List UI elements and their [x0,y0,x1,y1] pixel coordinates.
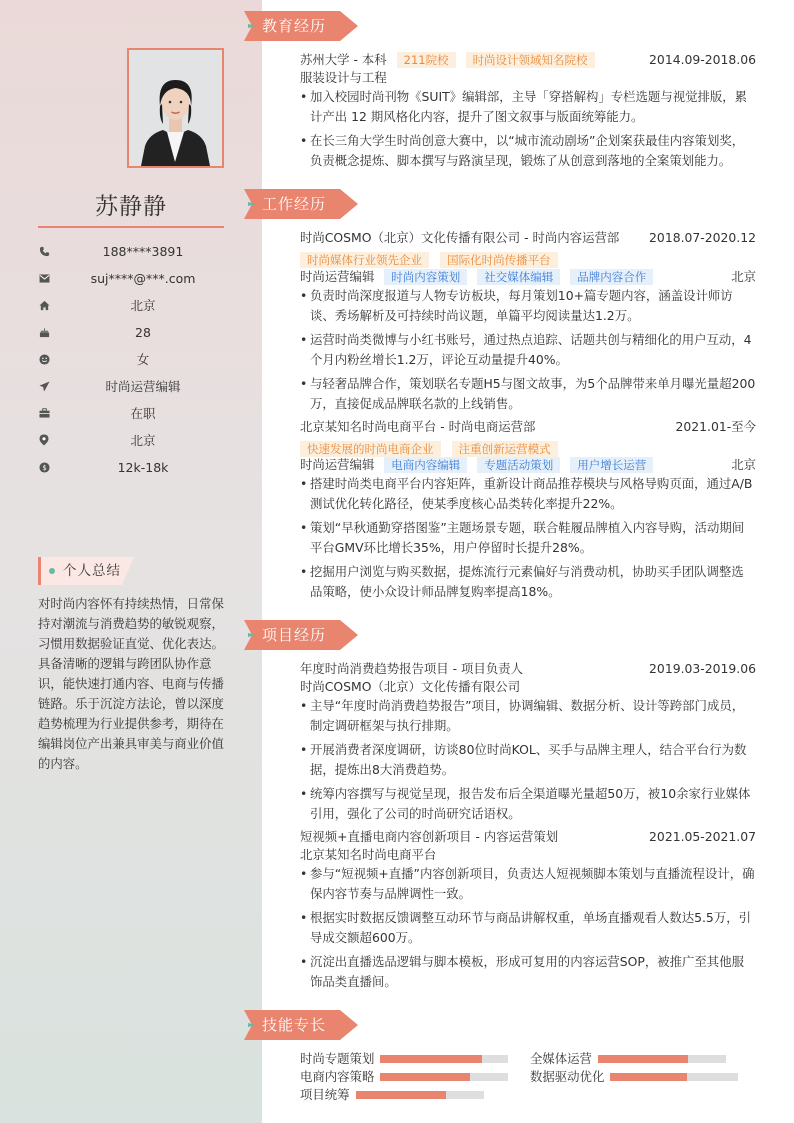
skill-bar [610,1073,738,1081]
role-tag: 社交媒体编辑 [477,269,560,285]
list-item: • 沉淀出直播选品逻辑与脚本模板，形成可复用的内容运营SOP，被推广至其他服饰品类直播间。 [300,954,744,989]
smiley-icon [38,352,50,366]
job-role: 时尚运营编辑 [300,269,375,284]
project-title: 短视频+直播电商内容创新项目 - 内容运营策划 [300,829,559,844]
project-date: 2019.03-2019.06 [649,661,756,676]
list-item: • 挖掘用户浏览与购买数据，提炼流行元素偏好与消费动机，协助买手团队调整选品策略，使小众设计师品牌复购率提高18%。 [300,564,744,599]
project-title: 年度时尚消费趋势报告项目 - 项目负责人 [300,661,523,676]
school-tag: 211院校 [397,52,456,68]
company-tags [300,251,558,267]
major: 服装设计与工程 [300,70,387,85]
job-role: 时尚运营编辑 [300,457,375,472]
job-city: 北京 [731,457,756,472]
company-tags [300,440,558,456]
profile-photo [127,48,224,168]
section-title: 教育经历 [262,17,327,35]
info-position: 时尚运营编辑 [38,377,224,397]
list-item: • 根据实时数据反馈调整互动环节与商品讲解权重，单场直播观看人数达5.5万，引导成交额超600万。 [300,910,751,945]
phone-icon [38,244,50,258]
skill-name: 全媒体运营 [530,1051,592,1066]
education-date: 2014.09-2018.06 [649,52,756,67]
skill-bar-fill [356,1091,446,1099]
list-item: • 负责时尚深度报道与人物专访板块，每月策划10+篇专题内容，涵盖设计师访谈、秀场解析及可持续时尚议题，单篇平均阅读量达1.2万。 [300,288,733,323]
role-tag: 品牌内容合作 [570,269,653,285]
svg-text:$: $ [41,463,47,472]
summary-header [38,557,134,585]
section-header-work [244,189,358,219]
list-item: • 统筹内容撰写与视觉呈现，报告发布后全渠道曝光量超50万，被10余家行业媒体引用，强化了公司的时尚研究话语权。 [300,786,751,821]
company-tag: 快速发展的时尚电商企业 [300,441,441,457]
candidate-name: 苏静静 [95,194,167,220]
list-item: • 搭建时尚类电商平台内容矩阵，重新设计商品推荐模块与风格导购页面，通过A/B测试优化转化路径，使某季度核心品类转化率提升22%。 [300,476,753,511]
school-name: 苏州大学 - 本科 [300,52,387,67]
skill-bar-fill [610,1073,687,1081]
skill-name: 数据驱动优化 [530,1069,605,1084]
info-age: 28 [38,323,224,343]
list-item: • 运营时尚类微博与小红书账号，通过热点追踪、话题共创与精细化的用户互动，4个月内粉丝增长1.2万，评论互动量提升40%。 [300,332,752,367]
skill-item [530,1068,740,1086]
company-tag: 注重创新运营模式 [452,441,558,457]
section-header-projects [244,620,358,650]
skill-name: 时尚专题策划 [300,1051,375,1066]
name-divider [38,226,224,228]
role-tag: 电商内容编辑 [384,457,467,473]
info-salary: $ 12k-18k [38,458,224,478]
list-item: • 主导“年度时尚消费趋势报告”项目，协调编辑、数据分析、设计等跨部门成员，制定调研框架与执行排期。 [300,698,745,733]
skill-bar-fill [598,1055,688,1063]
company-tag: 国际化时尚传播平台 [440,252,558,268]
info-gender: 女 [38,350,224,370]
section-title: 项目经历 [262,626,327,644]
role-tag: 时尚内容策划 [384,269,467,285]
section-header-skills [244,1010,358,1040]
skill-bar [598,1055,726,1063]
coin-icon [38,460,50,474]
job-date: 2021.01-至今 [675,419,756,434]
briefcase-icon [38,406,50,420]
role-tag: 用户增长运营 [570,457,653,473]
info-target-city: 北京 [38,431,224,451]
job-date: 2018.07-2020.12 [649,230,756,245]
skill-name: 项目统筹 [300,1087,350,1102]
list-item: • 开展消费者深度调研，访谈80位时尚KOL、买手与品牌主理人，结合平台行为数据，提炼出8大消费趋势。 [300,742,747,777]
skill-item [300,1086,490,1104]
list-item: • 加入校园时尚刊物《SUIT》编辑部，主导「穿搭解构」专栏选题与视觉排版，累计产出 12 期风格化内容，提升了图文叙事与版面统筹能力。 [300,89,748,124]
skill-item [300,1050,510,1068]
skill-name: 电商内容策略 [300,1069,375,1084]
list-item: • 策划“早秋通勤穿搭图鉴”主题场景专题，联合鞋履品牌植入内容导购，活动期间平台GMV环比增长35%，用户停留时长提升28%。 [300,520,745,555]
info-status: 在职 [38,404,224,424]
company-tag: 时尚媒体行业领先企业 [300,252,429,268]
info-city: 北京 [38,296,224,316]
project-org: 北京某知名时尚电商平台 [300,847,437,862]
location-pin-icon [38,433,50,447]
skill-bar-fill [380,1055,482,1063]
project-org: 时尚COSMO（北京）文化传播有限公司 [300,679,521,694]
project-date: 2021.05-2021.07 [649,829,756,844]
skill-bar-fill [380,1073,470,1081]
paper-plane-icon [38,379,50,393]
job-city: 北京 [731,269,756,284]
list-item: • 在长三角大学生时尚创意大赛中，以“城市流动剧场”企划案获最佳内容策划奖，负责概念提炼、脚本撰写与路演呈现，锻炼了从创意到落地的全案策划能力。 [300,133,745,168]
info-email: suj****@***.com [38,269,224,289]
section-title: 工作经历 [262,195,327,213]
list-item: • 参与“短视频+直播”内容创新项目，负责达人短视频脚本策划与直播流程设计，确保内容节奏与品牌调性一致。 [300,866,755,901]
skill-bar [380,1055,508,1063]
summary-title: 个人总结 [63,563,121,579]
sidebar [0,0,262,1123]
skill-bar [356,1091,484,1099]
company-name: 北京某知名时尚电商平台 - 时尚电商运营部 [300,419,536,434]
cake-icon [38,325,50,339]
email-icon [38,271,50,285]
skill-item [530,1050,730,1068]
company-name: 时尚COSMO（北京）文化传播有限公司 - 时尚内容运营部 [300,230,620,245]
skill-bar [380,1073,508,1081]
role-tag: 专题活动策划 [477,457,560,473]
section-header-education [244,11,358,41]
info-phone: 188****3891 [38,242,224,262]
avatar [129,50,222,166]
school-tag: 时尚设计领域知名院校 [466,52,595,68]
section-title: 技能专长 [262,1016,327,1034]
summary-text: 对时尚内容怀有持续热情，日常保持对潮流与消费趋势的敏锐观察，习惯用数据验证直觉、优化表达。具备清晰的逻辑与跨团队协作意识，能快速打通内容、电商与传播链路。乐于沉淀方法论，曾以深度趋势梳理为行业提供参考，期待在编辑岗位产出兼具审美与商业价值的内容。 [38,596,224,771]
home-icon [38,298,50,312]
skill-item [300,1068,510,1086]
list-item: • 与轻奢品牌合作，策划联名专题H5与图文故事，为5个品牌带来单月曝光量超200万，直接促成品牌联名款的上线销售。 [300,376,756,411]
